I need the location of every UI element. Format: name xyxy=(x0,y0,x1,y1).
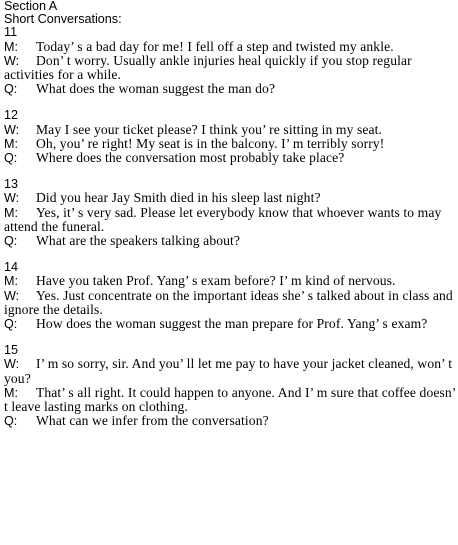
speaker-label: Q: xyxy=(4,82,18,97)
speaker-label: Q: xyxy=(4,317,18,332)
dialogue-line xyxy=(4,289,456,317)
speaker-label: M: xyxy=(4,136,18,151)
dialogue-text: Have you taken Prof. Yang’ s exam before? I’ m kind of nervous. xyxy=(36,273,396,289)
dialogue-line xyxy=(4,191,456,205)
dialogue-line xyxy=(4,357,456,385)
question-line xyxy=(4,234,456,248)
dialogue-text: Oh, you’ re right! My seat is in the balcony. I’ m terribly sorry! xyxy=(36,135,385,151)
conversation-11 xyxy=(4,26,456,96)
speaker-label: W: xyxy=(4,191,20,206)
question-line xyxy=(4,82,456,96)
speaker-label: M: xyxy=(4,205,18,220)
speaker-label: Q: xyxy=(4,414,18,429)
section-title: Section A xyxy=(4,0,58,13)
question-line xyxy=(4,317,456,331)
speaker-label: W: xyxy=(4,122,20,137)
speaker-label: M: xyxy=(4,274,18,289)
section-subtitle: Short Conversations: xyxy=(4,12,122,27)
conversation-14 xyxy=(4,261,456,331)
dialogue-line xyxy=(4,54,456,82)
conversation-15 xyxy=(4,344,456,428)
question-text: What are the speakers talking about? xyxy=(36,233,241,249)
conversation-number: 11 xyxy=(4,25,18,40)
question-line xyxy=(4,151,456,165)
dialogue-line xyxy=(4,386,456,414)
speaker-label: W: xyxy=(4,53,20,68)
conversation-number: 15 xyxy=(4,343,19,358)
question-text: Where does the conversation most probably take place? xyxy=(36,150,345,166)
conversation-number: 13 xyxy=(4,177,19,192)
dialogue-line xyxy=(4,206,456,234)
speaker-label: M: xyxy=(4,385,18,400)
dialogue-line xyxy=(4,40,456,54)
dialogue-text: I’ m so sorry, sir. And you’ ll let me pay to have your jacket cleaned, won’ t you? xyxy=(4,356,453,386)
speaker-label: Q: xyxy=(4,151,18,166)
dialogue-text: Yes. Just concentrate on the important ideas she’ s talked about in class and ignore the details. xyxy=(4,287,453,317)
speaker-label: W: xyxy=(4,357,20,372)
document-page xyxy=(4,0,456,428)
dialogue-text: That’ s all right. It could happen to anyone. And I’ m sure that coffee doesn’ t leave lasting marks on clothing. xyxy=(4,384,456,415)
conversation-number: 12 xyxy=(4,108,19,123)
conversation-13 xyxy=(4,178,456,248)
speaker-label: W: xyxy=(4,288,20,303)
dialogue-text: Today’ s a bad day for me! I fell off a step and twisted my ankle. xyxy=(36,38,394,54)
question-text: What does the woman suggest the man do? xyxy=(36,81,276,97)
dialogue-line xyxy=(4,274,456,288)
dialogue-text: Don’ t worry. Usually ankle injuries heal quickly if you stop regular activities for a while. xyxy=(4,52,412,83)
dialogue-line xyxy=(4,123,456,137)
conversation-number: 14 xyxy=(4,260,19,275)
dialogue-text: Did you hear Jay Smith died in his sleep last night? xyxy=(36,190,321,206)
question-text: What can we infer from the conversation? xyxy=(36,413,269,429)
conversation-12 xyxy=(4,109,456,165)
question-text: How does the woman suggest the man prepare for Prof. Yang’ s exam? xyxy=(36,316,428,332)
speaker-label: Q: xyxy=(4,234,18,249)
speaker-label: M: xyxy=(4,39,18,54)
dialogue-text: Yes, it’ s very sad. Please let everybody know that whoever wants to may attend the funeral. xyxy=(4,204,442,234)
question-line xyxy=(4,414,456,428)
dialogue-text: May I see your ticket please? I think you’ re sitting in my seat. xyxy=(36,121,382,137)
dialogue-line xyxy=(4,137,456,151)
